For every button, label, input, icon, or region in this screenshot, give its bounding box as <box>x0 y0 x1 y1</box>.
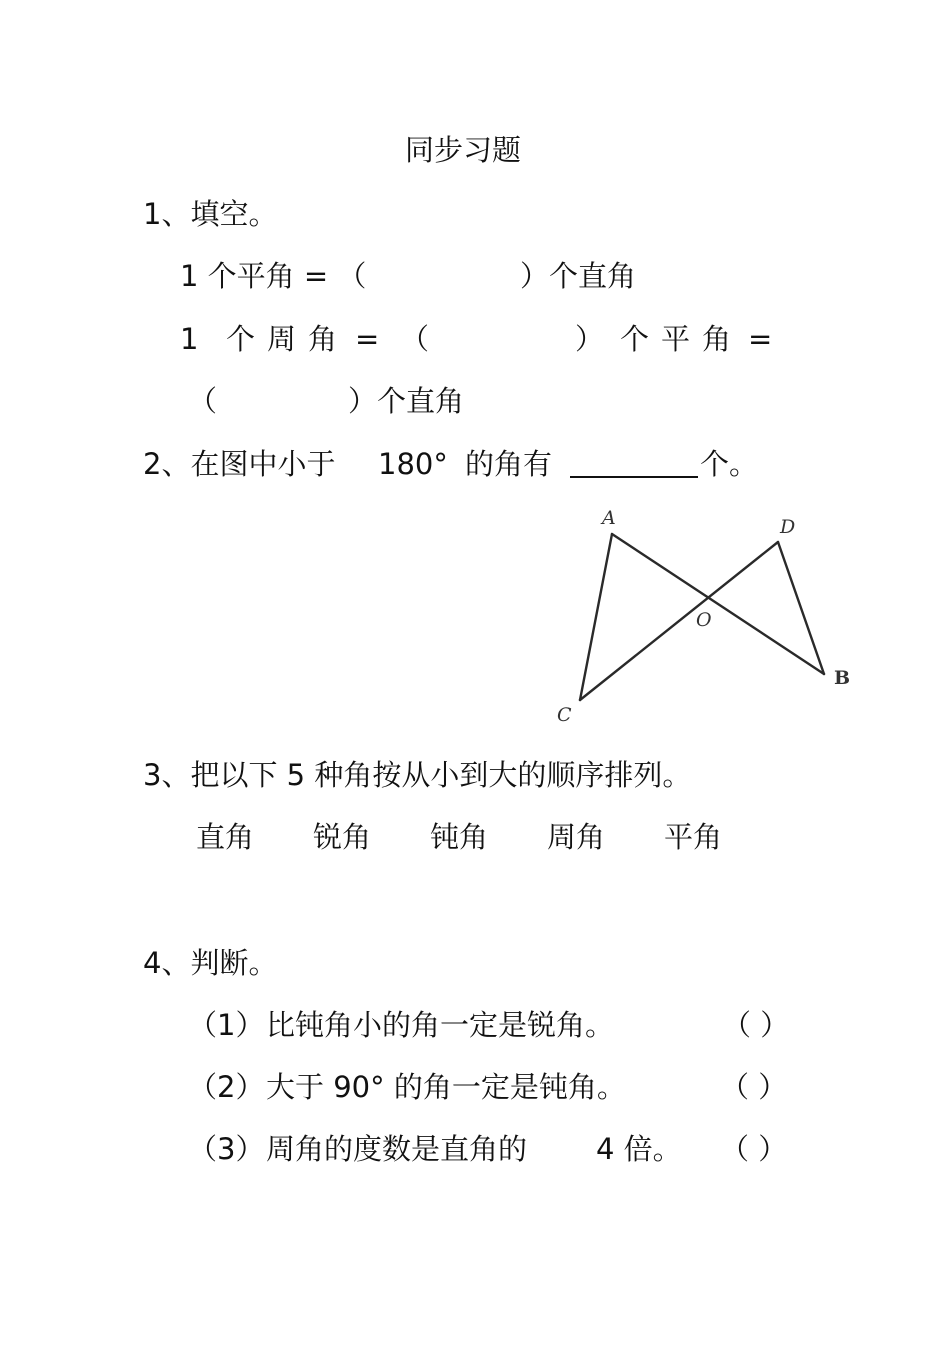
q4-item-text: 比钝角小的角一定是锐角。 <box>266 1008 615 1042</box>
q1-line2-part: ） <box>575 322 605 356</box>
line-db <box>778 542 824 674</box>
angle-option: 平角 <box>664 820 723 854</box>
angle-option: 锐角 <box>313 820 372 854</box>
line-ac <box>580 534 612 700</box>
question-3-heading: 3、把以下 5 种角按从小到大的顺序排列。 <box>143 758 692 792</box>
q4-item-text: 周角的度数是直角的 <box>266 1132 528 1166</box>
q2-answer-blank <box>570 446 698 482</box>
q2-value: 180° <box>378 447 448 481</box>
q1-line2-part: （ <box>400 322 430 356</box>
q4-item-number: （3） <box>188 1132 265 1166</box>
q1-line1-right: ）个直角 <box>520 259 637 293</box>
q2-middle: 的角有 <box>465 447 553 481</box>
q4-item-text: 大于 90° 的角一定是钝角。 <box>266 1070 626 1104</box>
label-a: A <box>602 507 616 529</box>
q1-line2-part: 1 <box>180 322 199 356</box>
angle-option: 直角 <box>196 820 255 854</box>
q1-line2-part: 平 <box>661 322 691 356</box>
q4-answer-paren[interactable]: （ ） <box>720 1070 788 1104</box>
label-o: O <box>696 609 712 631</box>
label-c: C <box>557 704 572 726</box>
q1-line2-part: 个 <box>620 322 650 356</box>
q2-suffix: 个。 <box>700 447 759 481</box>
question-1-heading: 1、填空。 <box>143 197 278 231</box>
q1-line2-part: 周 <box>267 322 297 356</box>
page-title: 同步习题 <box>405 133 522 167</box>
q4-answer-paren[interactable]: （ ） <box>722 1008 790 1042</box>
q1-line3-right: ）个直角 <box>348 384 465 418</box>
question-4-heading: 4、判断。 <box>143 946 278 980</box>
label-d: D <box>780 516 796 538</box>
q1-line3-left: （ <box>188 384 218 418</box>
q1-line2-part: = <box>748 322 773 356</box>
q1-line2-part: 角 <box>702 322 732 356</box>
q4-item-number: （2） <box>188 1070 265 1104</box>
label-b: B <box>834 667 851 689</box>
q1-line2-part: = <box>355 322 380 356</box>
angle-option: 钝角 <box>430 820 489 854</box>
q1-line2-part: 个 <box>226 322 256 356</box>
q4-item-extra: 4 倍。 <box>596 1132 682 1166</box>
angle-option: 周角 <box>547 820 606 854</box>
angle-figure <box>548 500 860 728</box>
q2-prefix: 2、在图中小于 <box>143 447 336 481</box>
line-ab <box>612 534 824 674</box>
q1-line2-part: 角 <box>308 322 338 356</box>
q4-answer-paren[interactable]: （ ） <box>720 1132 788 1166</box>
q1-line1-left: 1 个平角 = （ <box>180 259 367 293</box>
line-cd <box>580 542 778 700</box>
q4-item-number: （1） <box>188 1008 265 1042</box>
